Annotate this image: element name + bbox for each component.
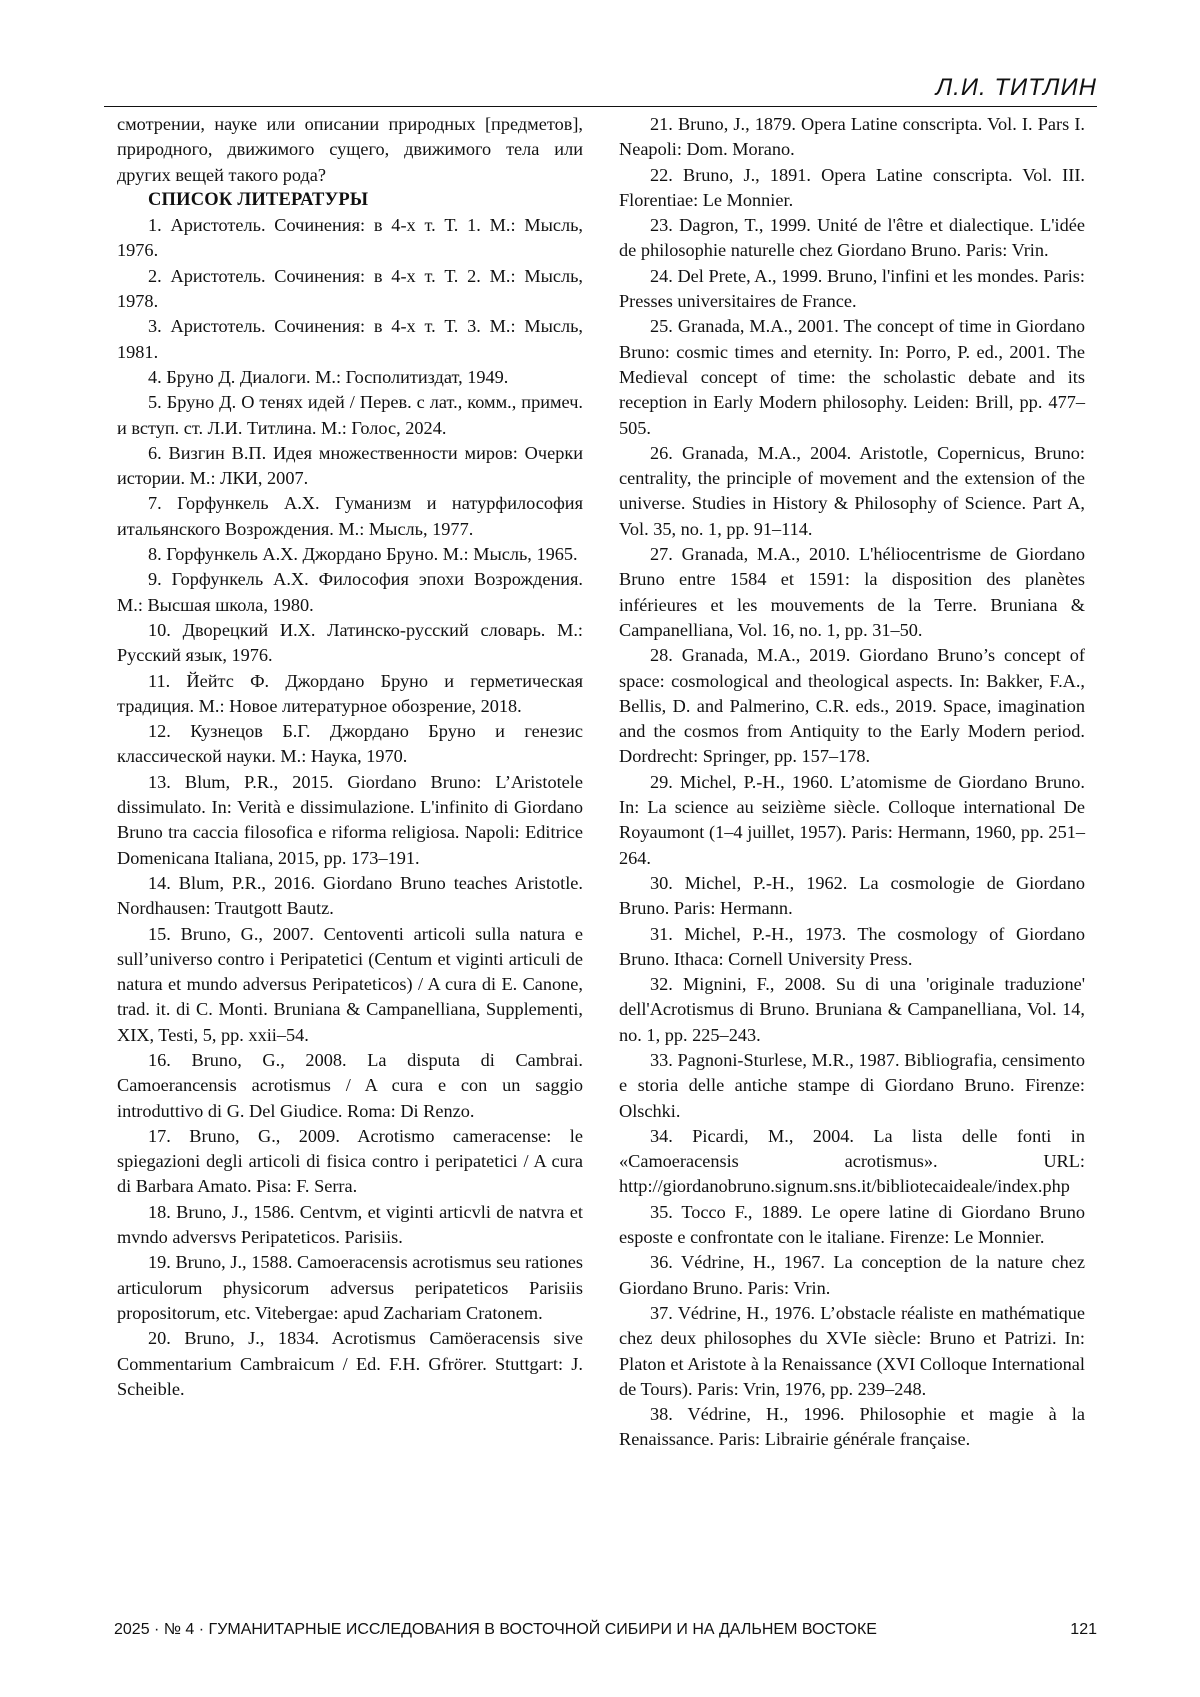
header-rule	[104, 106, 1097, 107]
page-number: 121	[1070, 1621, 1097, 1638]
reference-item: 35. Tocco F., 1889. Le opere latine di Giordano Bruno esposte e confrontate con le italiane. Firenze: Le Monnier.	[619, 1201, 1085, 1248]
page-footer	[114, 1621, 1097, 1639]
reference-item: 4. Бруно Д. Диалоги. М.: Госполитиздат, 1949.	[148, 366, 509, 387]
section-title: СПИСОК ЛИТЕРАТУРЫ	[148, 189, 369, 210]
reference-item: 33. Pagnoni-Sturlese, M.R., 1987. Bibliografia, censimento e storia delle antiche stampe di Giordano Bruno. Firenze: Olschki.	[619, 1049, 1085, 1121]
left-column	[117, 112, 583, 1402]
reference-item: 12. Кузнецов Б.Г. Джордано Бруно и генезис классической науки. М.: Наука, 1970.	[117, 721, 583, 767]
reference-item: 37. Védrine, H., 1976. L’obstacle réaliste en mathématique chez deux philosophes du XVIe siècle: Bruno et Patrizi. In: Platon et Aristote à la Renaissance (XVI Colloque International de Tours). Paris: Vrin, 1976, pp. 239–248.	[619, 1302, 1085, 1399]
right-column	[619, 112, 1085, 1453]
reference-item: 22. Bruno, J., 1891. Opera Latine conscripta. Vol. III. Florentiae: Le Monnier.	[619, 164, 1085, 210]
reference-item: 13. Blum, P.R., 2015. Giordano Bruno: L’Aristotele dissimulato. In: Verità e dissimulazione. L'infinito di Giordano Bruno tra caccia filosofica e riforma religiosa. Napoli: Editrice Domenicana Italiana, 2015, pp. 173–191.	[117, 771, 583, 868]
running-head-author: Л.И. ТИТЛИН	[935, 74, 1097, 101]
reference-item: 7. Горфункель А.Х. Гуманизм и натурфилософия итальянского Возрождения. М.: Мысль, 1977.	[117, 493, 583, 539]
reference-item: 21. Bruno, J., 1879. Opera Latine conscripta. Vol. I. Pars I. Neapoli: Dom. Morano.	[619, 114, 1085, 160]
reference-item: 24. Del Prete, A., 1999. Bruno, l'infini et les mondes. Paris: Presses universitaires de France.	[619, 265, 1085, 312]
reference-item: 38. Védrine, H., 1996. Philosophie et magie à la Renaissance. Paris: Librairie générale française.	[619, 1404, 1085, 1450]
reference-item: 36. Védrine, H., 1967. La conception de la nature chez Giordano Bruno. Paris: Vrin.	[619, 1252, 1085, 1298]
reference-item: 14. Blum, P.R., 2016. Giordano Bruno teaches Aristotle. Nordhausen: Trautgott Bautz.	[117, 872, 583, 919]
reference-item: 27. Granada, M.A., 2010. L'héliocentrisme de Giordano Bruno entre 1584 et 1591: la disposition des planètes inférieures et les mouvements de la Terre. Bruniana & Campanelliana, Vol. 16, no. 1, pp. 31–50.	[619, 544, 1085, 640]
reference-item: 1. Аристотель. Сочинения: в 4-х т. Т. 1. М.: Мысль, 1976.	[117, 215, 583, 261]
reference-item: 19. Bruno, J., 1588. Camoeracensis acrotismus seu rationes articulorum physicorum adversus peripateticos Parisiis propositorum, etc. Vitebergae: apud Zachariam Cratonem.	[117, 1252, 583, 1323]
reference-item: 2. Аристотель. Сочинения: в 4-х т. Т. 2. М.: Мысль, 1978.	[117, 265, 583, 312]
reference-item: 6. Визгин В.П. Идея множественности миров: Очерки истории. М.: ЛКИ, 2007.	[117, 442, 583, 489]
reference-item: 31. Michel, P.-H., 1973. The cosmology of Giordano Bruno. Ithaca: Cornell University Press.	[619, 923, 1085, 969]
footer-journal-title: 2025 · № 4 · ГУМАНИТАРНЫЕ ИССЛЕДОВАНИЯ В ВОСТОЧНОЙ СИБИРИ И НА ДАЛЬНЕМ ВОСТОКЕ	[114, 1621, 877, 1638]
reference-item: 18. Bruno, J., 1586. Centvm, et viginti articvli de natvra et mvndo adversvs Peripateticos. Parisiis.	[117, 1201, 583, 1248]
reference-item: 20. Bruno, J., 1834. Acrotismus Camöeracensis sive Commentarium Cambraicum / Ed. F.H. Gfrörer. Stuttgart: J. Scheible.	[117, 1328, 583, 1399]
reference-item: 26. Granada, M.A., 2004. Aristotle, Copernicus, Bruno: centrality, the principle of movement and the extension of the universe. Studies in History & Philosophy of Science. Part A, Vol. 35, no. 1, pp. 91–114.	[619, 442, 1085, 539]
reference-item: 32. Mignini, F., 2008. Su di una 'originale traduzione' dell'Acrotismus di Bruno. Bruniana & Campanelliana, Vol. 14, no. 1, pp. 225–243.	[619, 974, 1085, 1045]
reference-item: 23. Dagron, T., 1999. Unité de l'être et dialectique. L'idée de philosophie naturelle chez Giordano Bruno. Paris: Vrin.	[619, 215, 1085, 261]
reference-item: 29. Michel, P.-H., 1960. L’atomisme de Giordano Bruno. In: La science au seizième siècle. Colloque international De Royaumont (1–4 juillet, 1957). Paris: Hermann, 1960, pp. 251–264.	[619, 771, 1085, 868]
reference-item: 9. Горфункель А.Х. Философия эпохи Возрождения. М.: Высшая школа, 1980.	[117, 569, 583, 615]
reference-item: 25. Granada, M.A., 2001. The concept of time in Giordano Bruno: cosmic times and eternity. In: Porro, P. ed., 2001. The Medieval concept of time: the scholastic debate and its reception in Early Modern philosophy. Leiden: Brill, pp. 477–505.	[619, 316, 1085, 438]
reference-item: 5. Бруно Д. О тенях идей / Перев. с лат., комм., примеч. и вступ. ст. Л.И. Титлина. М.: Голос, 2024.	[117, 392, 583, 438]
reference-item: 11. Йейтс Ф. Джордано Бруно и герметическая традиция. М.: Новое литературное обозрение, 2018.	[117, 670, 583, 716]
intro-paragraph: смотрении, науке или описании природных [предметов], природного, движимого сущего, движимого тела или других вещей такого рода?	[117, 114, 583, 185]
reference-item: 16. Bruno, G., 2008. La disputa di Cambrai. Camoerancensis acrotismus / A cura e con un saggio introduttivo di G. Del Giudice. Roma: Di Renzo.	[117, 1049, 583, 1121]
reference-item: 15. Bruno, G., 2007. Centoventi articoli sulla natura e sull’universo contro i Peripatetici (Centum et viginti articuli de natura et mundo adversus Peripateticos) / A cura di E. Canone, trad. it. di C. Monti. Bruniana & Campanelliana, Supplementi, XIX, Testi, 5, pp. xxii–54.	[117, 923, 583, 1045]
reference-item: 10. Дворецкий И.Х. Латинско-русский словарь. М.: Русский язык, 1976.	[117, 619, 583, 666]
reference-item: 3. Аристотель. Сочинения: в 4-х т. Т. 3. М.: Мысль, 1981.	[117, 316, 583, 362]
reference-item: 28. Granada, M.A., 2019. Giordano Bruno’s concept of space: cosmological and theological aspects. In: Bakker, F.A., Bellis, D. and Palmerino, C.R. eds., 2019. Space, imagination and the cosmos from Antiquity to the Early Modern period. Dordrecht: Springer, pp. 157–178.	[619, 645, 1085, 767]
reference-item: 30. Michel, P.-H., 1962. La cosmologie de Giordano Bruno. Paris: Hermann.	[619, 872, 1085, 919]
reference-item: 8. Горфункель А.Х. Джордано Бруно. М.: Мысль, 1965.	[148, 544, 578, 565]
reference-item: 34. Picardi, M., 2004. La lista delle fonti in «Camoeracensis acrotismus». URL: http://giordanobruno.signum.sns.it/bibliotecaideale/index.php	[619, 1125, 1085, 1197]
reference-item: 17. Bruno, G., 2009. Acrotismo cameracense: le spiegazioni degli articoli di fisica contro i peripatetici / A cura di Barbara Amato. Pisa: F. Serra.	[117, 1125, 583, 1197]
